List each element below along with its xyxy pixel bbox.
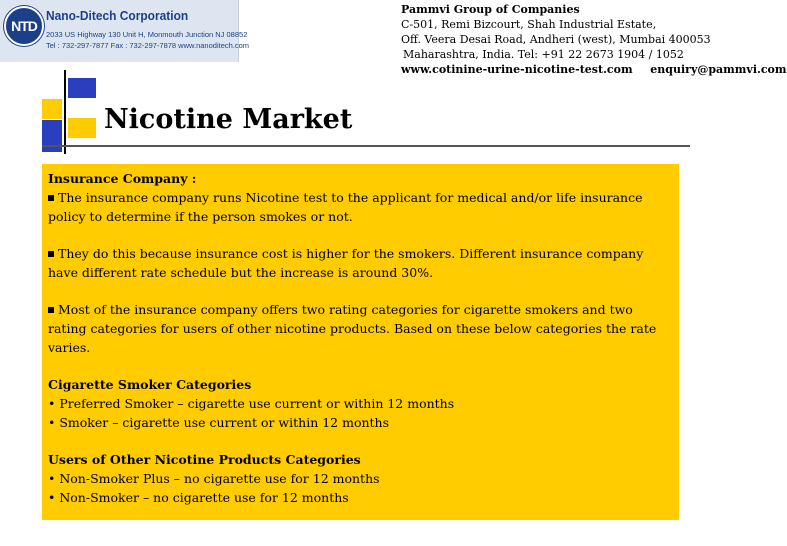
decor-vertical-line	[64, 70, 66, 154]
logo-company-name: Nano-Ditech Corporation	[46, 8, 189, 23]
logo-contact: Tel : 732-297-7877 Fax : 732-297-7878 www.nanoditech.com	[46, 41, 250, 50]
decor-square-yellow-right	[68, 118, 96, 138]
paragraph-3-text: Most of the insurance company offers two rating categories for cigarette smokers and two rating categories for users of other nicotine products. Based on these below categories the rate varies.	[48, 302, 657, 355]
paragraph-2-text: They do this because insurance cost is higher for the smokers. Different insurance company have different rate schedule but the increase is around 30%.	[48, 246, 644, 280]
pammvi-address-line2: Off. Veera Desai Road, Andheri (west), Mumbai 400053	[401, 33, 711, 46]
other-nicotine-category-item: • Non-Smoker Plus – no cigarette use for 12 months	[48, 471, 380, 486]
logo-address: 2033 US Highway 130 Unit H, Monmouth Junction NJ 08852	[46, 30, 248, 39]
paragraph-1	[48, 188, 667, 226]
slide-title: Nicotine Market	[104, 104, 353, 135]
decor-horizontal-rule	[42, 145, 690, 147]
pammvi-address-line3: Maharashtra, India. Tel: +91 22 2673 1904 / 1052	[403, 48, 684, 61]
pammvi-contact-block	[401, 2, 787, 77]
logo-emblem: NTD	[4, 6, 44, 46]
decor-square-blue-left	[42, 120, 62, 152]
cigarette-category-item: • Preferred Smoker – cigarette use current or within 12 months	[48, 396, 455, 411]
cigarette-category-item: • Smoker – cigarette use current or within 12 months	[48, 415, 390, 430]
nano-ditech-logo	[0, 0, 250, 62]
paragraph-1-text: The insurance company runs Nicotine test to the applicant for medical and/or life insurance policy to determine if the person smokes or not.	[48, 190, 643, 224]
cigarette-categories-heading: Cigarette Smoker Categories	[48, 377, 252, 392]
pammvi-web-contact	[401, 62, 787, 77]
pammvi-address-line1: C-501, Remi Bizcourt, Shah Industrial Estate,	[401, 18, 657, 31]
decor-square-blue-top	[68, 78, 96, 98]
other-nicotine-categories-heading: Users of Other Nicotine Products Categories	[48, 452, 361, 467]
decor-square-yellow-left	[42, 99, 62, 119]
content-box	[42, 164, 679, 520]
pammvi-email[interactable]: enquiry@pammvi.com	[650, 63, 787, 76]
square-bullet-icon	[48, 195, 54, 201]
other-nicotine-category-item: • Non-Smoker – no cigarette use for 12 months	[48, 490, 349, 505]
pammvi-name: Pammvi Group of Companies	[401, 3, 580, 16]
paragraph-3	[48, 300, 667, 357]
paragraph-2	[48, 244, 667, 282]
square-bullet-icon	[48, 307, 54, 313]
content-heading: Insurance Company :	[48, 171, 197, 186]
square-bullet-icon	[48, 251, 54, 257]
pammvi-website[interactable]: www.cotinine-urine-nicotine-test.com	[401, 63, 633, 76]
